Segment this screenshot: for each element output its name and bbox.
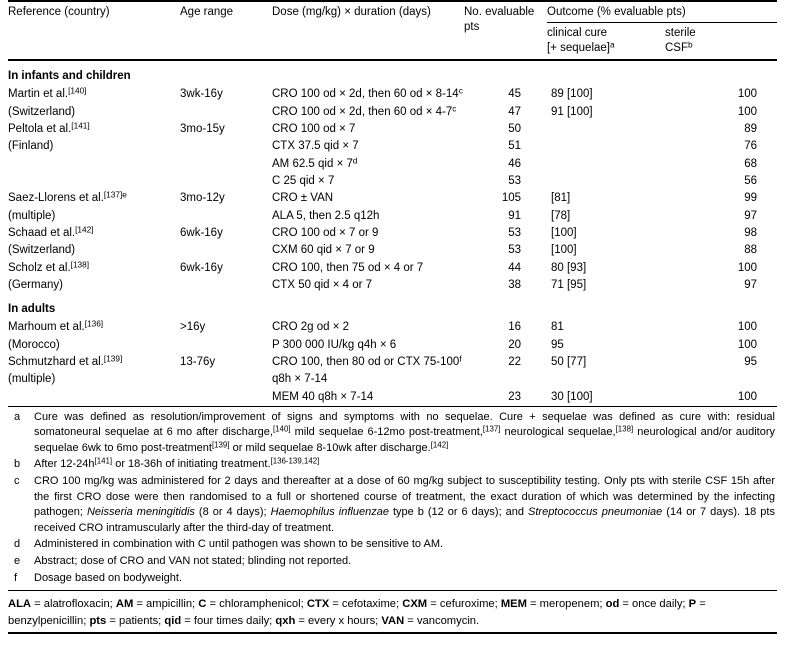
table-section-header-row bbox=[8, 294, 777, 319]
text-run: mild sequelae 6-12mo post-treatment, bbox=[290, 426, 483, 439]
sterile-csf-line2: CSF bbox=[665, 42, 688, 55]
text-run: CRO 100 mg/kg was administered for 2 days and thereafter at a dose of 60 mg/kg subject to susceptibility testing. Only pts with sterile CSF 15h after the first CRO dose were then randomised to a full or shortened course of treatment, the exact duration of which was determined by the infecting pathogen; bbox=[34, 475, 775, 519]
table-row bbox=[8, 224, 777, 241]
citation-ref: [137] bbox=[482, 424, 501, 434]
abbreviations-note bbox=[8, 590, 777, 632]
section-title: In adults bbox=[8, 302, 56, 315]
table-row bbox=[8, 371, 777, 388]
sterile-csf-line1: sterile bbox=[665, 27, 696, 40]
cell-age-range bbox=[180, 207, 272, 224]
cell-dose: CXM 60 qid × 7 or 9 bbox=[272, 244, 375, 257]
table-row bbox=[8, 354, 777, 371]
footnote-marker: b bbox=[14, 458, 21, 471]
cell-no-evaluable-pts: 105 bbox=[501, 192, 521, 205]
cell-no-evaluable-pts: 38 bbox=[508, 278, 521, 291]
table-row bbox=[8, 103, 777, 120]
abbreviation-definition: = chloramphenicol; bbox=[206, 598, 307, 611]
citation-ref: [142] bbox=[430, 440, 449, 450]
abbreviation-term: pts bbox=[89, 615, 107, 628]
cell-sterile-csf: 56 bbox=[744, 174, 758, 187]
dose-footnote-ref: c bbox=[452, 104, 457, 114]
citation-ref: [140] bbox=[272, 424, 291, 434]
abbreviation-term: ALA bbox=[8, 598, 31, 611]
cell-sterile-csf: 68 bbox=[744, 157, 758, 170]
table-row bbox=[8, 190, 777, 207]
abbreviation-term: VAN bbox=[381, 615, 405, 628]
footnote-a bbox=[8, 410, 777, 457]
abbreviation-definition: = patients; bbox=[106, 615, 165, 628]
cell-reference: (Germany) bbox=[8, 278, 63, 291]
clinical-cure-line1: clinical cure bbox=[547, 27, 608, 40]
cell-sterile-csf: 100 bbox=[737, 390, 758, 403]
footnote-e bbox=[8, 554, 777, 570]
cell-dose: CRO ± VAN bbox=[272, 192, 334, 205]
cell-reference: (Switzerland) bbox=[8, 244, 76, 257]
section-title: In infants and children bbox=[8, 69, 131, 82]
cell-sterile-csf: 100 bbox=[737, 321, 758, 334]
cell-sterile-csf: 98 bbox=[744, 226, 758, 239]
cell-reference: (Morocco) bbox=[8, 338, 60, 351]
cell-age-range bbox=[180, 103, 272, 120]
cell-age-range bbox=[180, 276, 272, 293]
cell-dose: ALA 5, then 2.5 q12h bbox=[272, 209, 380, 222]
footnote-marker: a bbox=[14, 410, 21, 423]
cell-no-evaluable-pts: 44 bbox=[508, 261, 521, 274]
abbreviation-definition: = every x hours; bbox=[295, 615, 382, 628]
cell-sterile-csf bbox=[665, 371, 777, 388]
bottom-rule bbox=[8, 632, 777, 634]
citation-ref: [138] bbox=[615, 424, 634, 434]
footnote-marker: f bbox=[14, 571, 18, 584]
citation-ref: [136-139,142] bbox=[270, 457, 320, 467]
cell-no-evaluable-pts: 51 bbox=[508, 140, 521, 153]
cell-clinical-cure: 80 [93] bbox=[551, 261, 587, 274]
text-run: type b (12 or 6 days); and bbox=[388, 506, 529, 519]
cell-clinical-cure: 50 [77] bbox=[551, 356, 587, 369]
col-header-outcome-group: Outcome (% evaluable pts) bbox=[547, 1, 777, 23]
footnote-c bbox=[8, 474, 777, 536]
cell-age-range bbox=[180, 336, 272, 353]
dose-footnote-ref: d bbox=[352, 156, 358, 166]
col-header-reference: Reference (country) bbox=[8, 1, 180, 59]
abbreviation-term: AM bbox=[115, 598, 134, 611]
cell-dose: CRO 100 od × 2d, then 60 od × $4-7^c$ bbox=[272, 104, 457, 118]
col-header-sterile-csf bbox=[665, 23, 777, 59]
text-run: Administered in combination with C until pathogen was shown to be sensitive to AM. bbox=[34, 538, 444, 551]
cell-clinical-cure bbox=[547, 120, 665, 137]
cell-reference: Schaad et al.[142] bbox=[8, 225, 94, 239]
cell-age-range bbox=[180, 371, 272, 388]
reference-citation: [136] bbox=[84, 319, 104, 329]
footnote-ref-b: b bbox=[688, 40, 693, 50]
cell-age-range: 6wk-16y bbox=[180, 261, 223, 274]
text-run: Cure was defined as resolution/improvement of signs and symptoms with no sequelae. Cure + sequelae was defined as cure with: residual somatoneural sequelae at 6 mo after discharge, bbox=[34, 410, 775, 439]
col-header-dose: Dose (mg/kg) × duration (days) bbox=[272, 1, 464, 59]
footnotes-list bbox=[8, 407, 777, 587]
cell-sterile-csf: 76 bbox=[744, 140, 758, 153]
citation-ref: [141] bbox=[94, 457, 113, 467]
text-run: Abstract; dose of CRO and VAN not stated; blinding not reported. bbox=[34, 555, 352, 568]
cell-clinical-cure bbox=[547, 138, 665, 155]
cell-dose: CRO 100, then 75 od × 4 or 7 bbox=[272, 261, 424, 274]
footnote-marker: e bbox=[14, 555, 21, 568]
cell-no-evaluable-pts: 53 bbox=[508, 226, 521, 239]
footnote-text bbox=[34, 457, 777, 473]
cell-clinical-cure: [100] bbox=[551, 244, 577, 257]
footnote-b bbox=[8, 457, 777, 473]
cell-dose: CRO 100 od × 2d, then 60 od × $8-14^c$ bbox=[272, 86, 463, 101]
cell-sterile-csf: 95 bbox=[744, 356, 758, 369]
abbreviation-term: CXM bbox=[402, 598, 428, 611]
cell-reference: Marhoum et al.[136] bbox=[8, 319, 104, 334]
cell-age-range: 3mo-15y bbox=[180, 122, 225, 135]
cell-sterile-csf: 97 bbox=[744, 209, 758, 222]
footnote-text bbox=[34, 474, 777, 536]
cell-clinical-cure: 81 bbox=[551, 321, 564, 334]
abbreviation-definition: = ampicillin; bbox=[133, 598, 199, 611]
cell-reference: Peltola et al.[141] bbox=[8, 121, 90, 135]
species-name: Streptococcus pneumoniae bbox=[528, 506, 663, 519]
cell-dose: P 300 000 IU/kg q4h × 6 bbox=[272, 338, 397, 351]
reference-citation: [142] bbox=[75, 225, 94, 235]
cell-age-range: >16y bbox=[180, 321, 206, 334]
abbreviation-term: CTX bbox=[306, 598, 330, 611]
cell-no-evaluable-pts: 50 bbox=[508, 122, 521, 135]
cell-clinical-cure bbox=[547, 371, 665, 388]
clinical-trials-table bbox=[8, 0, 777, 407]
cell-clinical-cure: 30 [100] bbox=[551, 390, 593, 403]
cell-age-range: 3wk-16y bbox=[180, 88, 223, 101]
cell-sterile-csf: 100 bbox=[737, 338, 758, 351]
abbreviation-term: P bbox=[688, 598, 697, 611]
cell-clinical-cure: [100] bbox=[551, 226, 577, 239]
cell-no-evaluable-pts: 45 bbox=[508, 88, 521, 101]
footnote-d bbox=[8, 537, 777, 553]
cell-dose: q8h × 7-14 bbox=[272, 373, 328, 386]
table-row bbox=[8, 172, 777, 189]
cell-sterile-csf: 100 bbox=[737, 261, 758, 274]
footnote-f bbox=[8, 571, 777, 587]
cell-sterile-csf: 100 bbox=[737, 105, 758, 118]
cell-no-evaluable-pts: 20 bbox=[508, 338, 521, 351]
cell-age-range bbox=[180, 138, 272, 155]
text-run: or 18-36h of initiating treatment. bbox=[112, 458, 271, 471]
reference-citation: [138] bbox=[70, 260, 90, 270]
cell-no-evaluable-pts: 16 bbox=[508, 321, 521, 334]
cell-dose: C 25 qid × 7 bbox=[272, 174, 335, 187]
citation-ref: [139] bbox=[211, 440, 230, 450]
text-run: Dosage based on bodyweight. bbox=[34, 571, 182, 584]
cell-dose: AM 62.5 qid × $7^d$ bbox=[272, 156, 358, 170]
cell-dose: CTX 50 qid × 4 or 7 bbox=[272, 278, 373, 291]
footnote-ref-a: a bbox=[609, 40, 615, 50]
cell-no-evaluable-pts bbox=[464, 371, 547, 388]
cell-age-range: 6wk-16y bbox=[180, 226, 223, 239]
footnote-marker: d bbox=[14, 538, 21, 551]
table-row bbox=[8, 138, 777, 155]
cell-sterile-csf: 88 bbox=[744, 244, 758, 257]
cell-no-evaluable-pts: 47 bbox=[508, 105, 521, 118]
reference-citation: [141] bbox=[71, 121, 90, 131]
cell-no-evaluable-pts: 23 bbox=[508, 390, 521, 403]
table-row bbox=[8, 86, 777, 103]
cell-clinical-cure: [81] bbox=[551, 192, 571, 205]
cell-age-range bbox=[180, 242, 272, 259]
cell-dose: CRO 100, then 80 od or CTX 75-100$^f$ bbox=[272, 354, 462, 369]
reference-citation: [140] bbox=[68, 86, 87, 96]
cell-reference bbox=[8, 388, 180, 405]
table-body bbox=[8, 60, 777, 406]
col-header-no-evaluable-pts: No. evaluable pts bbox=[464, 1, 547, 59]
abbreviation-definition: = vancomycin. bbox=[404, 615, 480, 628]
species-name: Neisseria meningitidis bbox=[86, 506, 195, 519]
cell-reference: Schmutzhard et al.[139] bbox=[8, 354, 123, 369]
species-name: Haemophilus influenzae bbox=[270, 506, 389, 519]
cell-clinical-cure: 71 [95] bbox=[551, 278, 587, 291]
table-section-header-row bbox=[8, 60, 777, 86]
cell-age-range bbox=[180, 388, 272, 405]
cell-clinical-cure: [78] bbox=[551, 209, 571, 222]
cell-reference bbox=[8, 172, 180, 189]
col-header-age-range: Age range bbox=[180, 1, 272, 59]
cell-reference: (multiple) bbox=[8, 373, 56, 386]
table-row bbox=[8, 242, 777, 259]
cell-reference: Martin et al.[140] bbox=[8, 86, 87, 101]
abbreviation-definition: = meropenem; bbox=[526, 598, 606, 611]
reference-citation: [139] bbox=[103, 354, 123, 364]
abbreviation-definition: = four times daily; bbox=[181, 615, 276, 628]
cell-age-range bbox=[180, 155, 272, 172]
cell-clinical-cure: 95 bbox=[551, 338, 564, 351]
cell-reference: (Finland) bbox=[8, 140, 54, 153]
clinical-cure-line2: [+ sequelae] bbox=[547, 42, 610, 55]
cell-dose: CRO 100 od × 7 bbox=[272, 122, 356, 135]
cell-dose: CRO 2g od × 2 bbox=[272, 321, 350, 334]
table-row bbox=[8, 259, 777, 276]
footnote-text bbox=[34, 410, 777, 457]
col-header-clinical-cure bbox=[547, 23, 665, 59]
cell-sterile-csf: 89 bbox=[744, 122, 758, 135]
abbreviation-term: MEM bbox=[500, 598, 527, 611]
table-row bbox=[8, 276, 777, 293]
abbreviation-term: C bbox=[198, 598, 207, 611]
cell-reference: (multiple) bbox=[8, 209, 56, 222]
cell-clinical-cure: 91 [100] bbox=[551, 105, 593, 118]
table-row bbox=[8, 336, 777, 353]
text-run: (8 or 4 days); bbox=[194, 506, 271, 519]
abbreviation-term: qxh bbox=[275, 615, 296, 628]
cell-dose: MEM 40 q8h × 7-14 bbox=[272, 390, 374, 403]
cell-no-evaluable-pts: 22 bbox=[508, 356, 521, 369]
reference-citation: [137]e bbox=[103, 190, 127, 200]
footnote-text bbox=[34, 571, 777, 587]
cell-dose: CTX 37.5 qid × 7 bbox=[272, 140, 359, 153]
abbreviation-definition: = cefotaxime; bbox=[329, 598, 403, 611]
cell-sterile-csf: 97 bbox=[744, 278, 758, 291]
abbreviation-definition: = cefuroxime; bbox=[427, 598, 501, 611]
cell-no-evaluable-pts: 53 bbox=[508, 244, 521, 257]
cell-age-range: 3mo-12y bbox=[180, 192, 225, 205]
cell-age-range bbox=[180, 172, 272, 189]
cell-clinical-cure bbox=[547, 172, 665, 189]
footnote-text bbox=[34, 537, 777, 553]
table-row bbox=[8, 388, 777, 405]
table-row bbox=[8, 319, 777, 336]
table-row bbox=[8, 120, 777, 137]
cell-clinical-cure: 89 [100] bbox=[551, 88, 593, 101]
text-run: neurological and/or auditory sequelae 6wk to 6mo post-treatment bbox=[34, 426, 775, 454]
abbreviation-definition: = benzylpenicillin; bbox=[8, 598, 706, 628]
cell-reference: Saez-Llorens et al.$^{[137]e}$ bbox=[8, 190, 127, 205]
cell-no-evaluable-pts: 91 bbox=[508, 209, 521, 222]
text-run: or mild sequelae 8-10wk after discharge. bbox=[229, 441, 431, 454]
abbreviation-term: qid bbox=[164, 615, 182, 628]
cell-reference bbox=[8, 155, 180, 172]
abbreviation-definition: = alatrofloxacin; bbox=[31, 598, 116, 611]
table-row bbox=[8, 207, 777, 224]
footnote-marker: c bbox=[14, 475, 20, 488]
cell-clinical-cure bbox=[547, 155, 665, 172]
cell-sterile-csf: 99 bbox=[744, 192, 758, 205]
text-run: After 12-24h bbox=[34, 458, 95, 471]
header-row-group bbox=[8, 1, 777, 23]
cell-age-range: 13-76y bbox=[180, 356, 216, 369]
cell-sterile-csf: 100 bbox=[737, 88, 758, 101]
cell-reference: (Switzerland) bbox=[8, 105, 76, 118]
table-row bbox=[8, 155, 777, 172]
text-run: (14 or 7 days). 18 pts received CRO intramuscularly after the third-day of treatment. bbox=[34, 506, 775, 534]
cell-no-evaluable-pts: 53 bbox=[508, 174, 521, 187]
table-header bbox=[8, 1, 777, 60]
dose-footnote-ref: c bbox=[458, 86, 463, 96]
abbreviation-term: od bbox=[605, 598, 620, 611]
footnote-text bbox=[34, 554, 777, 570]
dose-footnote-ref: f bbox=[459, 354, 462, 364]
cell-reference: Scholz et al.[138] bbox=[8, 260, 90, 274]
text-run: neurological sequelae, bbox=[500, 426, 616, 439]
cell-dose: CRO 100 od × 7 or 9 bbox=[272, 226, 379, 239]
cell-no-evaluable-pts: 46 bbox=[508, 157, 521, 170]
abbreviation-definition: = once daily; bbox=[619, 598, 689, 611]
